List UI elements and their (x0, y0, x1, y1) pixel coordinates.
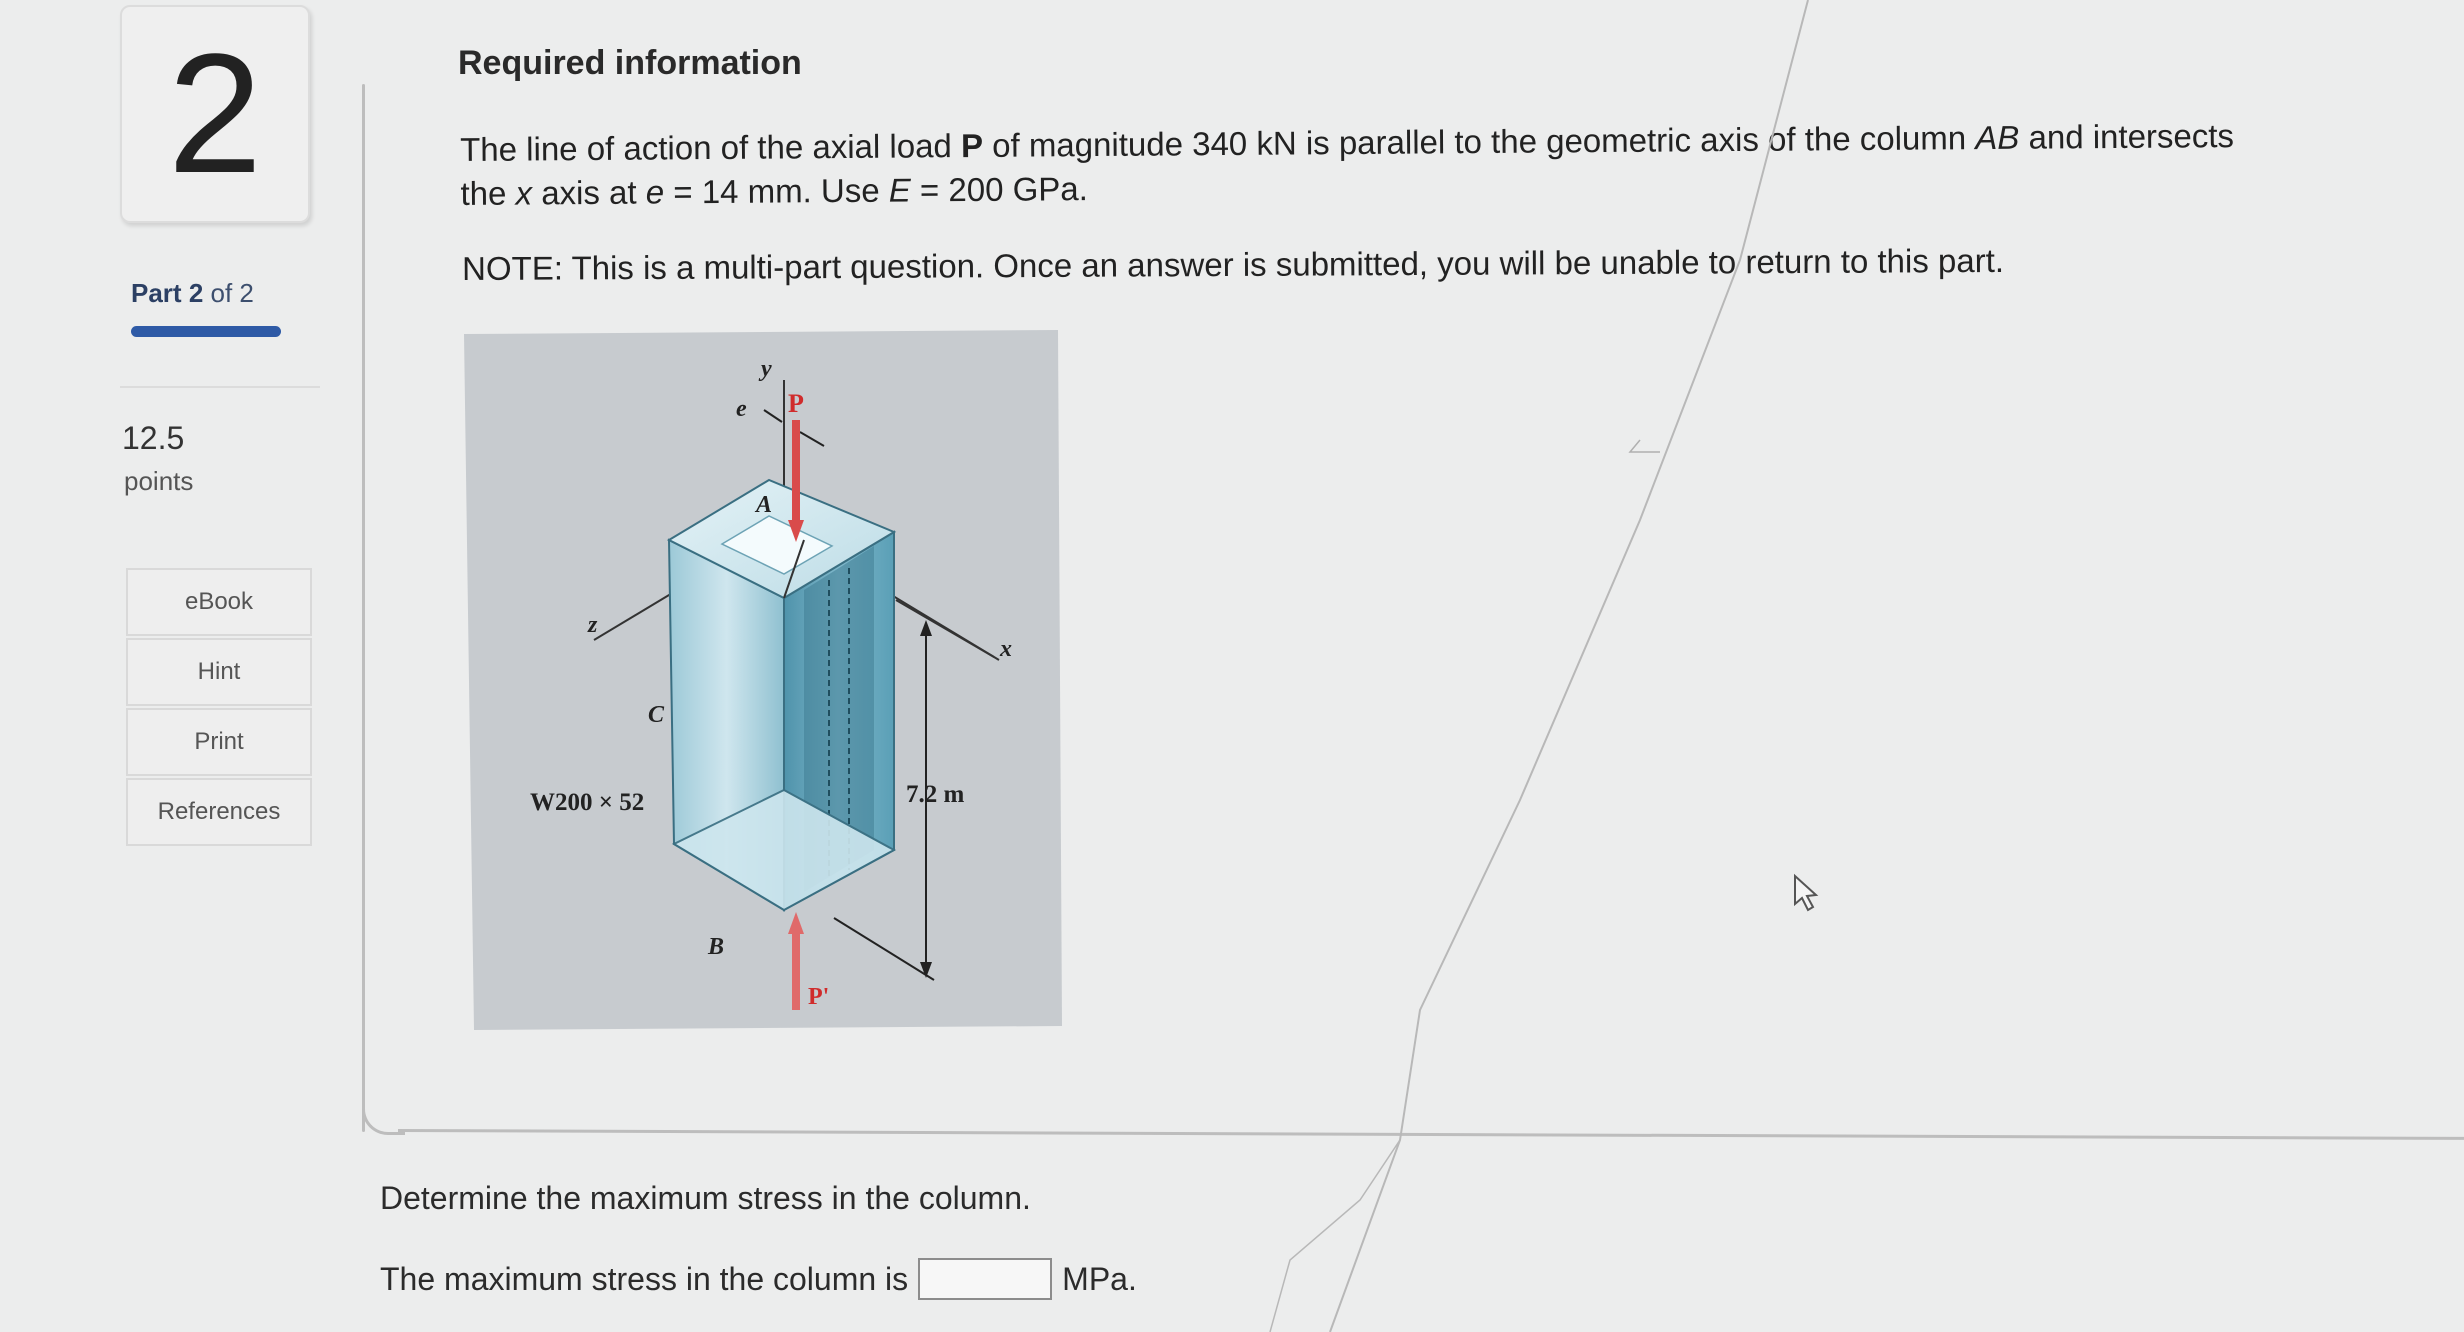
points-label: points (124, 466, 194, 496)
hint-button[interactable]: Hint (126, 638, 312, 706)
print-button[interactable]: Print (126, 708, 312, 776)
answer-unit: MPa. (1062, 1260, 1137, 1297)
ebook-button[interactable]: eBook (126, 568, 312, 636)
eccentricity-e-label: e (736, 396, 747, 422)
point-a-label: A (756, 492, 773, 518)
references-button[interactable]: References (126, 778, 312, 846)
task-prompt: Determine the maximum stress in the column. (380, 1180, 1031, 1216)
section-heading: Required information (458, 44, 802, 82)
section-designation-label: W200 × 52 (530, 789, 645, 816)
column-length-label: 7.2 m (906, 781, 965, 808)
axis-x-label: x (1000, 636, 1012, 662)
part-label-prefix: Part (131, 278, 182, 308)
point-b-label: B (708, 934, 725, 960)
multipart-note: NOTE: This is a multi-part question. Once an answer is submitted, you will be unable to return to this part. (462, 241, 2005, 287)
axis-z-label: z (588, 612, 598, 638)
point-c-label: C (648, 702, 665, 728)
problem-statement: The line of action of the axial load P of magnitude 340 kN is parallel to the geometric axis of the column AB and intersects the x axis at e = 14 mm. Use E = 200 GPa. (460, 117, 2235, 212)
part-total: of 2 (210, 278, 254, 308)
part-current: 2 (188, 278, 204, 308)
points-value: 12.5 (122, 420, 185, 456)
load-p-label: P (788, 389, 804, 418)
load-p-prime-label: P' (808, 984, 830, 1010)
answer-prefix: The maximum stress in the column is (380, 1260, 909, 1297)
question-number: 2 (167, 19, 263, 209)
axis-y-label: y (761, 356, 772, 382)
